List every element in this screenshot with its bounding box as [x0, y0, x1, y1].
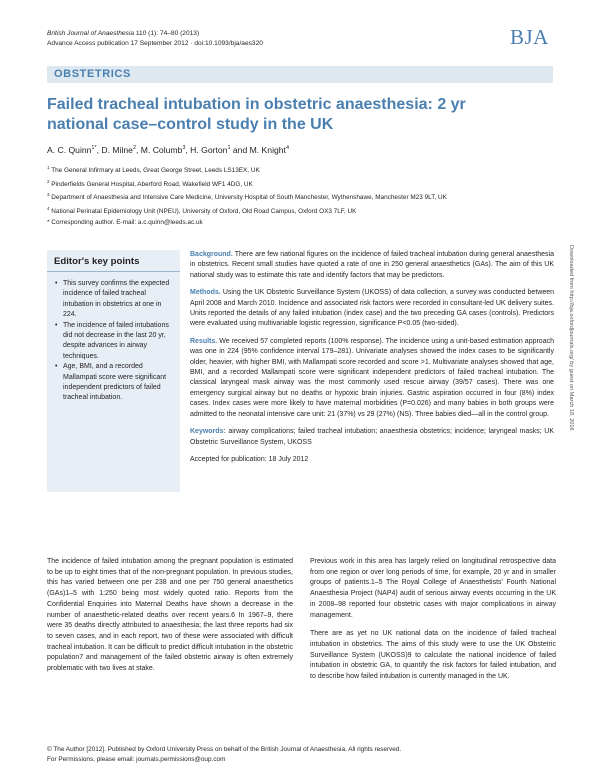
copyright-line: © The Author [2012]. Published by Oxford University Press on behalf of the British Journal of Anaesthesia. All rights reserved. [47, 746, 402, 753]
key-points-title: Editor's key points [54, 256, 140, 267]
abstract-methods: Methods. Using the UK Obstetric Surveillance System (UKOSS) of data collection, a survey was conducted between April 2008 and March 2010. Incidence and associated risk factors were recorded in consultant-led UK delivery suites. Units reported the details of any failed intubation (index case) and the two preceding GA cases (controls). Predictors were evaluated using multivariable logistic regression, significance P<0.05 (two-sided). [190, 289, 555, 328]
download-watermark [566, 245, 576, 595]
key-points-divider [47, 271, 180, 272]
download-note-text: Downloaded from http://bja.oxfordjournals.org/ by guest on March 18, 2016 [568, 245, 574, 431]
page-footer [47, 745, 401, 765]
article-title: Failed tracheal intubation in obstetric anaesthesia: 2 yr national case–control study in the UK [47, 96, 466, 133]
author: M. Knight$^4$ [249, 145, 289, 155]
section-label: OBSTETRICS [54, 68, 131, 80]
section-bar [47, 66, 553, 83]
accepted-date: Accepted for publication: 18 July 2012 [190, 455, 309, 463]
abstract-results: Results. We received 57 completed reports (100% response). The incidence using a unit-based estimation approach was one in 224 (95% confidence interval 179–281). Univariate analyses showed the index cases to be significantly older, heavier, with higher BMI, with Mallampati score recorded and score >1. Multivariate analyses showed that age, BMI, and a recorded Mallampati score were significant independent predictors of failed tracheal intubation. The classical laryngeal mask airway was the most commonly used rescue airway (39/57 cases). There was one emergency surgical airway but no deaths or hypoxic brain injuries. Gastric aspiration occurred in four (8%) index cases. Index cases were more likely to have maternal morbidities (P=0.026) and many babies in both groups were admitted to the neonatal intensive care unit: 21 (37%) vs 29 (27%) (NS). Three babies died—all in the control group. [190, 337, 554, 418]
bja-logo: BJA [510, 25, 549, 49]
affiliation: $^3$ Department of Anaesthesia and Intensive Care Medicine, University Hospital of South Manchester, Wythenshawe, Manchester M23 9LT, UK [47, 192, 447, 202]
author: D. Milne$^2$, [101, 145, 141, 155]
key-points-box [47, 250, 180, 492]
author: A. C. Quinn$^{1*}$, [47, 145, 102, 155]
author: H. Gorton$^1$ and [190, 145, 250, 155]
journal-header [47, 29, 263, 49]
body-column-left [47, 557, 293, 675]
corresponding-author: * Corresponding author. E-mail: a.c.quinn@leeds.ac.uk [47, 218, 203, 226]
key-point: • Age, BMI, and a recorded Mallampati score were significant independent predictors of failed tracheal intubation. [55, 362, 175, 404]
body-paragraph: There are as yet no UK national data on the incidence of failed tracheal intubation in obstetrics. The aims of this study were to use the UK Obstetric Surveillance System (UKOSS)9 to calculate the national incidence of failed intubation in obstetric GA, to quantify the risk factors for failed intubation, and to describe how failed intubation is currently managed in the UK. [310, 630, 556, 681]
affiliations [47, 163, 507, 228]
author-list [47, 145, 289, 155]
permissions-line: For Permissions, please email: journals.permissions@oup.com [47, 756, 226, 763]
abstract [190, 250, 554, 472]
journal-citation: 110 (1): 74–80 (2013) [135, 30, 200, 37]
key-point: • The incidence of failed intubations did not decrease in the last 20 yr, despite advances in airway techniques. [55, 321, 175, 363]
affiliation: $^1$ The General Infirmary at Leeds, Great George Street, Leeds LS13EX, UK [47, 165, 260, 175]
affiliation: $^4$ National Perinatal Epidemiology Unit (NPEU), University of Oxford, Old Road Campus, Oxford OX3 7LF, UK [47, 206, 357, 216]
journal-citation-line [47, 29, 263, 39]
affiliation: $^2$ Pinderfields General Hospital, Aberford Road, Wakefield WF1 4DG, UK [47, 178, 253, 188]
body-paragraph: Previous work in this area has largely relied on longitudinal retrospective data from one region or over long periods of time, for example, 20 yr and in smaller groups of patients.1–5 The Royal College of Anaesthetists' Fourth National Anaesthesia Project (NAP4) audit of serious airway events occurring in the UK in 2008–98 reported four obstetric cases with major complications in airway management. [310, 558, 556, 619]
key-points-list [55, 279, 175, 404]
author: M. Columb$^3$, [140, 145, 191, 155]
keywords: Keywords: airway complications; failed tracheal intubation; anaesthesia obstetrics; incidence; laryngeal masks; UK Obstetric Surveillance System, UKOSS [190, 428, 554, 446]
journal-name: British Journal of Anaesthesia [47, 30, 134, 37]
body-column-right [310, 557, 556, 683]
body-paragraph: The incidence of failed intubation among the pregnant population is estimated to be up to eight times that of the non-pregnant population. In previous studies, this has varied between one per 238 and one per 750 general anaesthetics (GAs)1–5 with 1:250 being most widely quoted ratio. Reports from the Confidential Enquiries into Maternal Deaths have shown a decrease in the number of anaesthetic-related deaths over recent years.6 In 1967–9, there were 35 deaths directly attributed to anaesthesia; the last three reports had six to seven cases, and in each report, two of these were associated with difficult tracheal intubation. It can be difficult to predict difficult intubation in the obstetric population7 and management of the failed obstetric airway is often extremely problematic with two lives at stake. [47, 558, 293, 673]
abstract-background: Background. There are few national figures on the incidence of failed tracheal intubation during general anaesthesia in obstetrics. Recent small studies have quoted a rate of one in 250 general anaesthetics (GAs). The aim of this UK national study was to estimate this rate and identify factors that may be predictors. [190, 251, 554, 279]
key-point: • This survey confirms the expected incidence of failed tracheal intubation in obstetrics at one in 224. [55, 279, 175, 321]
advance-access-line: Advance Access publication 17 September 2012 · doi:10.1093/bja/aes320 [47, 40, 263, 47]
